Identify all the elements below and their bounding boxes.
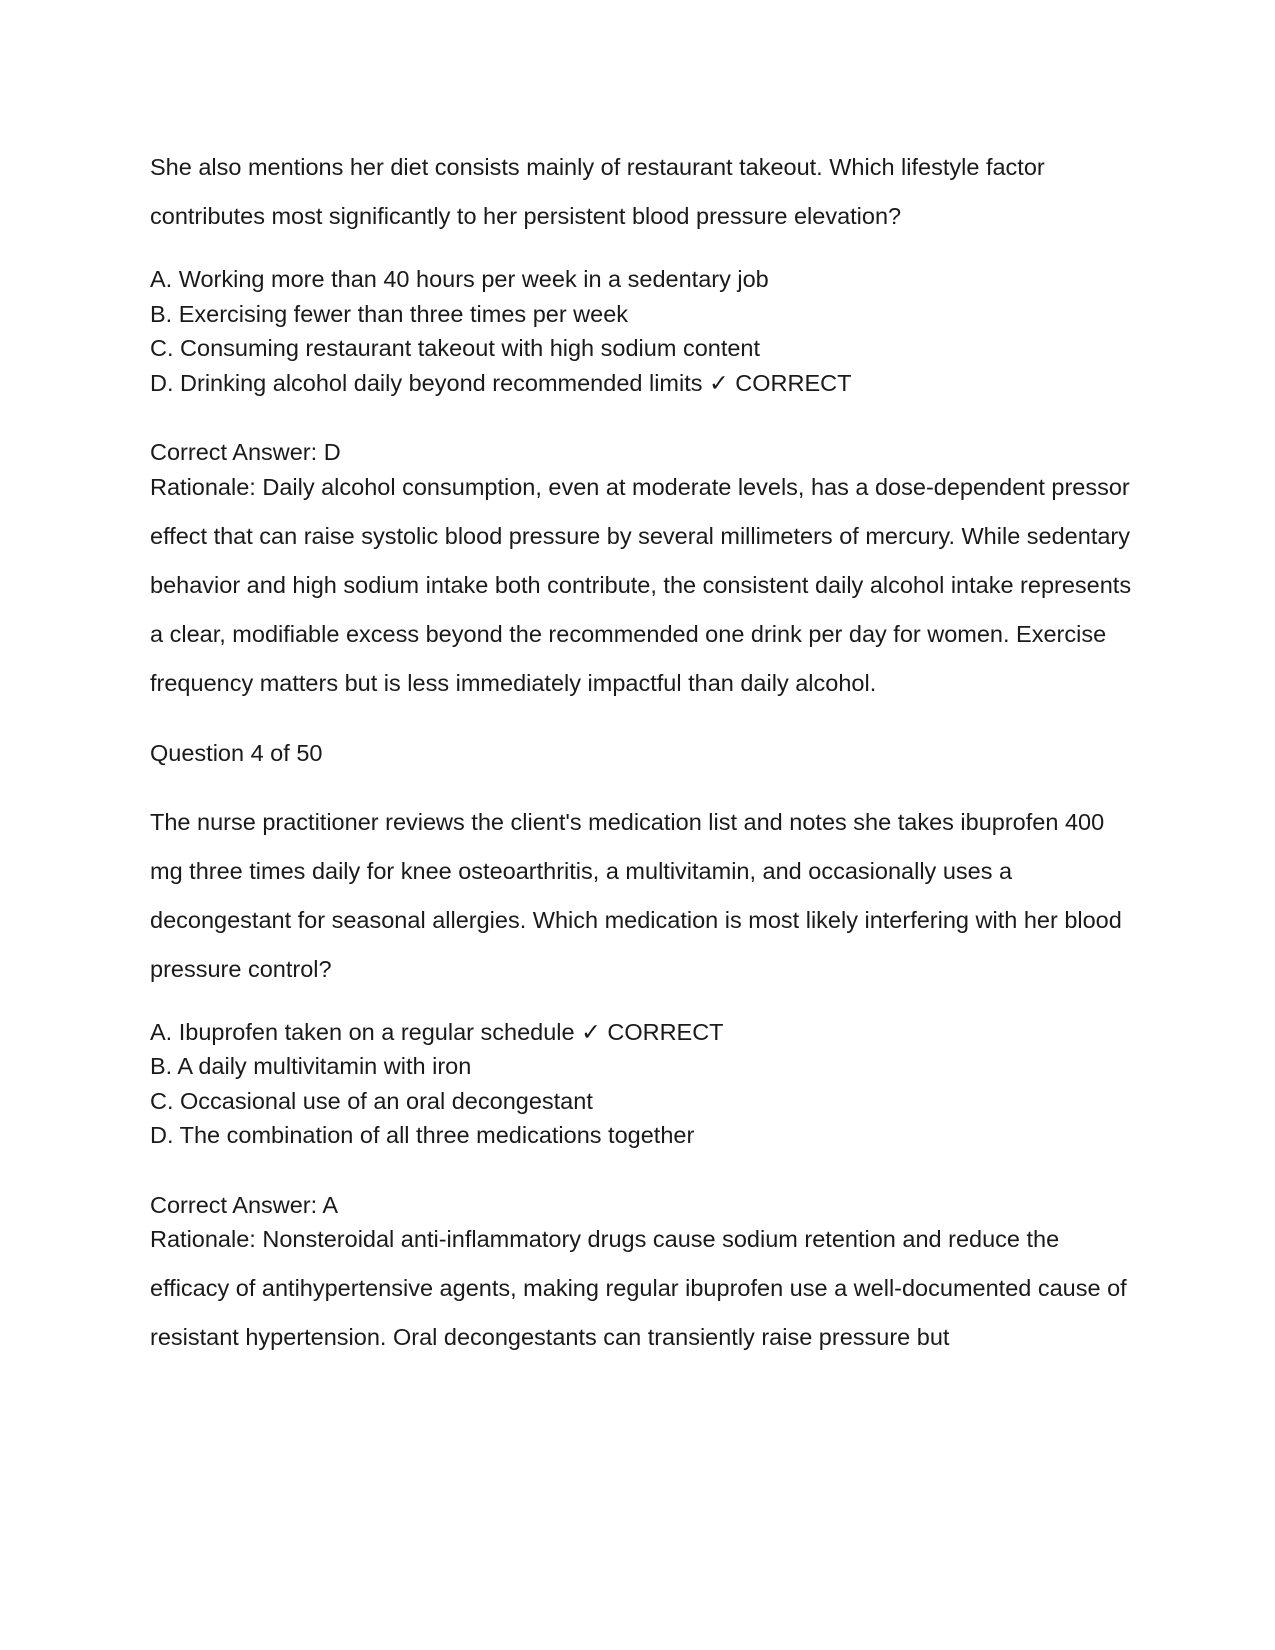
q3-option-d: D. Drinking alcohol daily beyond recommended limits ✓ CORRECT — [150, 369, 852, 396]
question-4-options — [150, 1015, 1140, 1153]
q3-option-c: C. Consuming restaurant takeout with high sodium content — [150, 335, 761, 361]
question-4-rationale: Rationale: Nonsteroidal anti-inflammatory drugs cause sodium retention and reduce the efficacy of antihypertensive agents, making regular ibuprofen use a well-documented cause of resistant hypertension. Oral decongestants can transiently raise pressure but — [150, 1226, 1127, 1350]
q4-option-d: D. The combination of all three medications together — [150, 1122, 695, 1148]
q3-option-a: A. Working more than 40 hours per week in a sedentary job — [150, 266, 769, 292]
question-3-options — [150, 262, 1140, 400]
document-page — [150, 143, 1140, 1362]
question-4-stem: The nurse practitioner reviews the client's medication list and notes she takes ibuprofen 400 mg three times daily for knee osteoarthritis, a multivitamin, and occasionally uses a decongestant for seasonal allergies. Which medication is most likely interfering with her blood pressure control? — [150, 808, 1122, 982]
question-3-correct-answer: Correct Answer: D — [150, 439, 341, 465]
question-4-correct-answer: Correct Answer: A — [150, 1191, 339, 1218]
question-3-stem: She also mentions her diet consists mainly of restaurant takeout. Which lifestyle factor contributes most significantly to her persistent blood pressure elevation? — [150, 154, 1045, 229]
q4-option-b: B. A daily multivitamin with iron — [150, 1053, 472, 1079]
question-3-rationale: Rationale: Daily alcohol consumption, even at moderate levels, has a dose-dependent pressor effect that can raise systolic blood pressure by several millimeters of mercury. While sedentary behavior and high sodium intake both contribute, the consistent daily alcohol intake represents a clear, modifiable excess beyond the recommended one drink per day for women. Exercise frequency matters but is less immediately impactful than daily alcohol. — [150, 473, 1132, 696]
q3-option-b: B. Exercising fewer than three times per week — [150, 300, 629, 327]
question-4-heading: Question 4 of 50 — [150, 739, 323, 766]
q4-option-c: C. Occasional use of an oral decongestant — [150, 1087, 593, 1114]
q4-option-a: A. Ibuprofen taken on a regular schedule ✓ CORRECT — [150, 1018, 724, 1045]
